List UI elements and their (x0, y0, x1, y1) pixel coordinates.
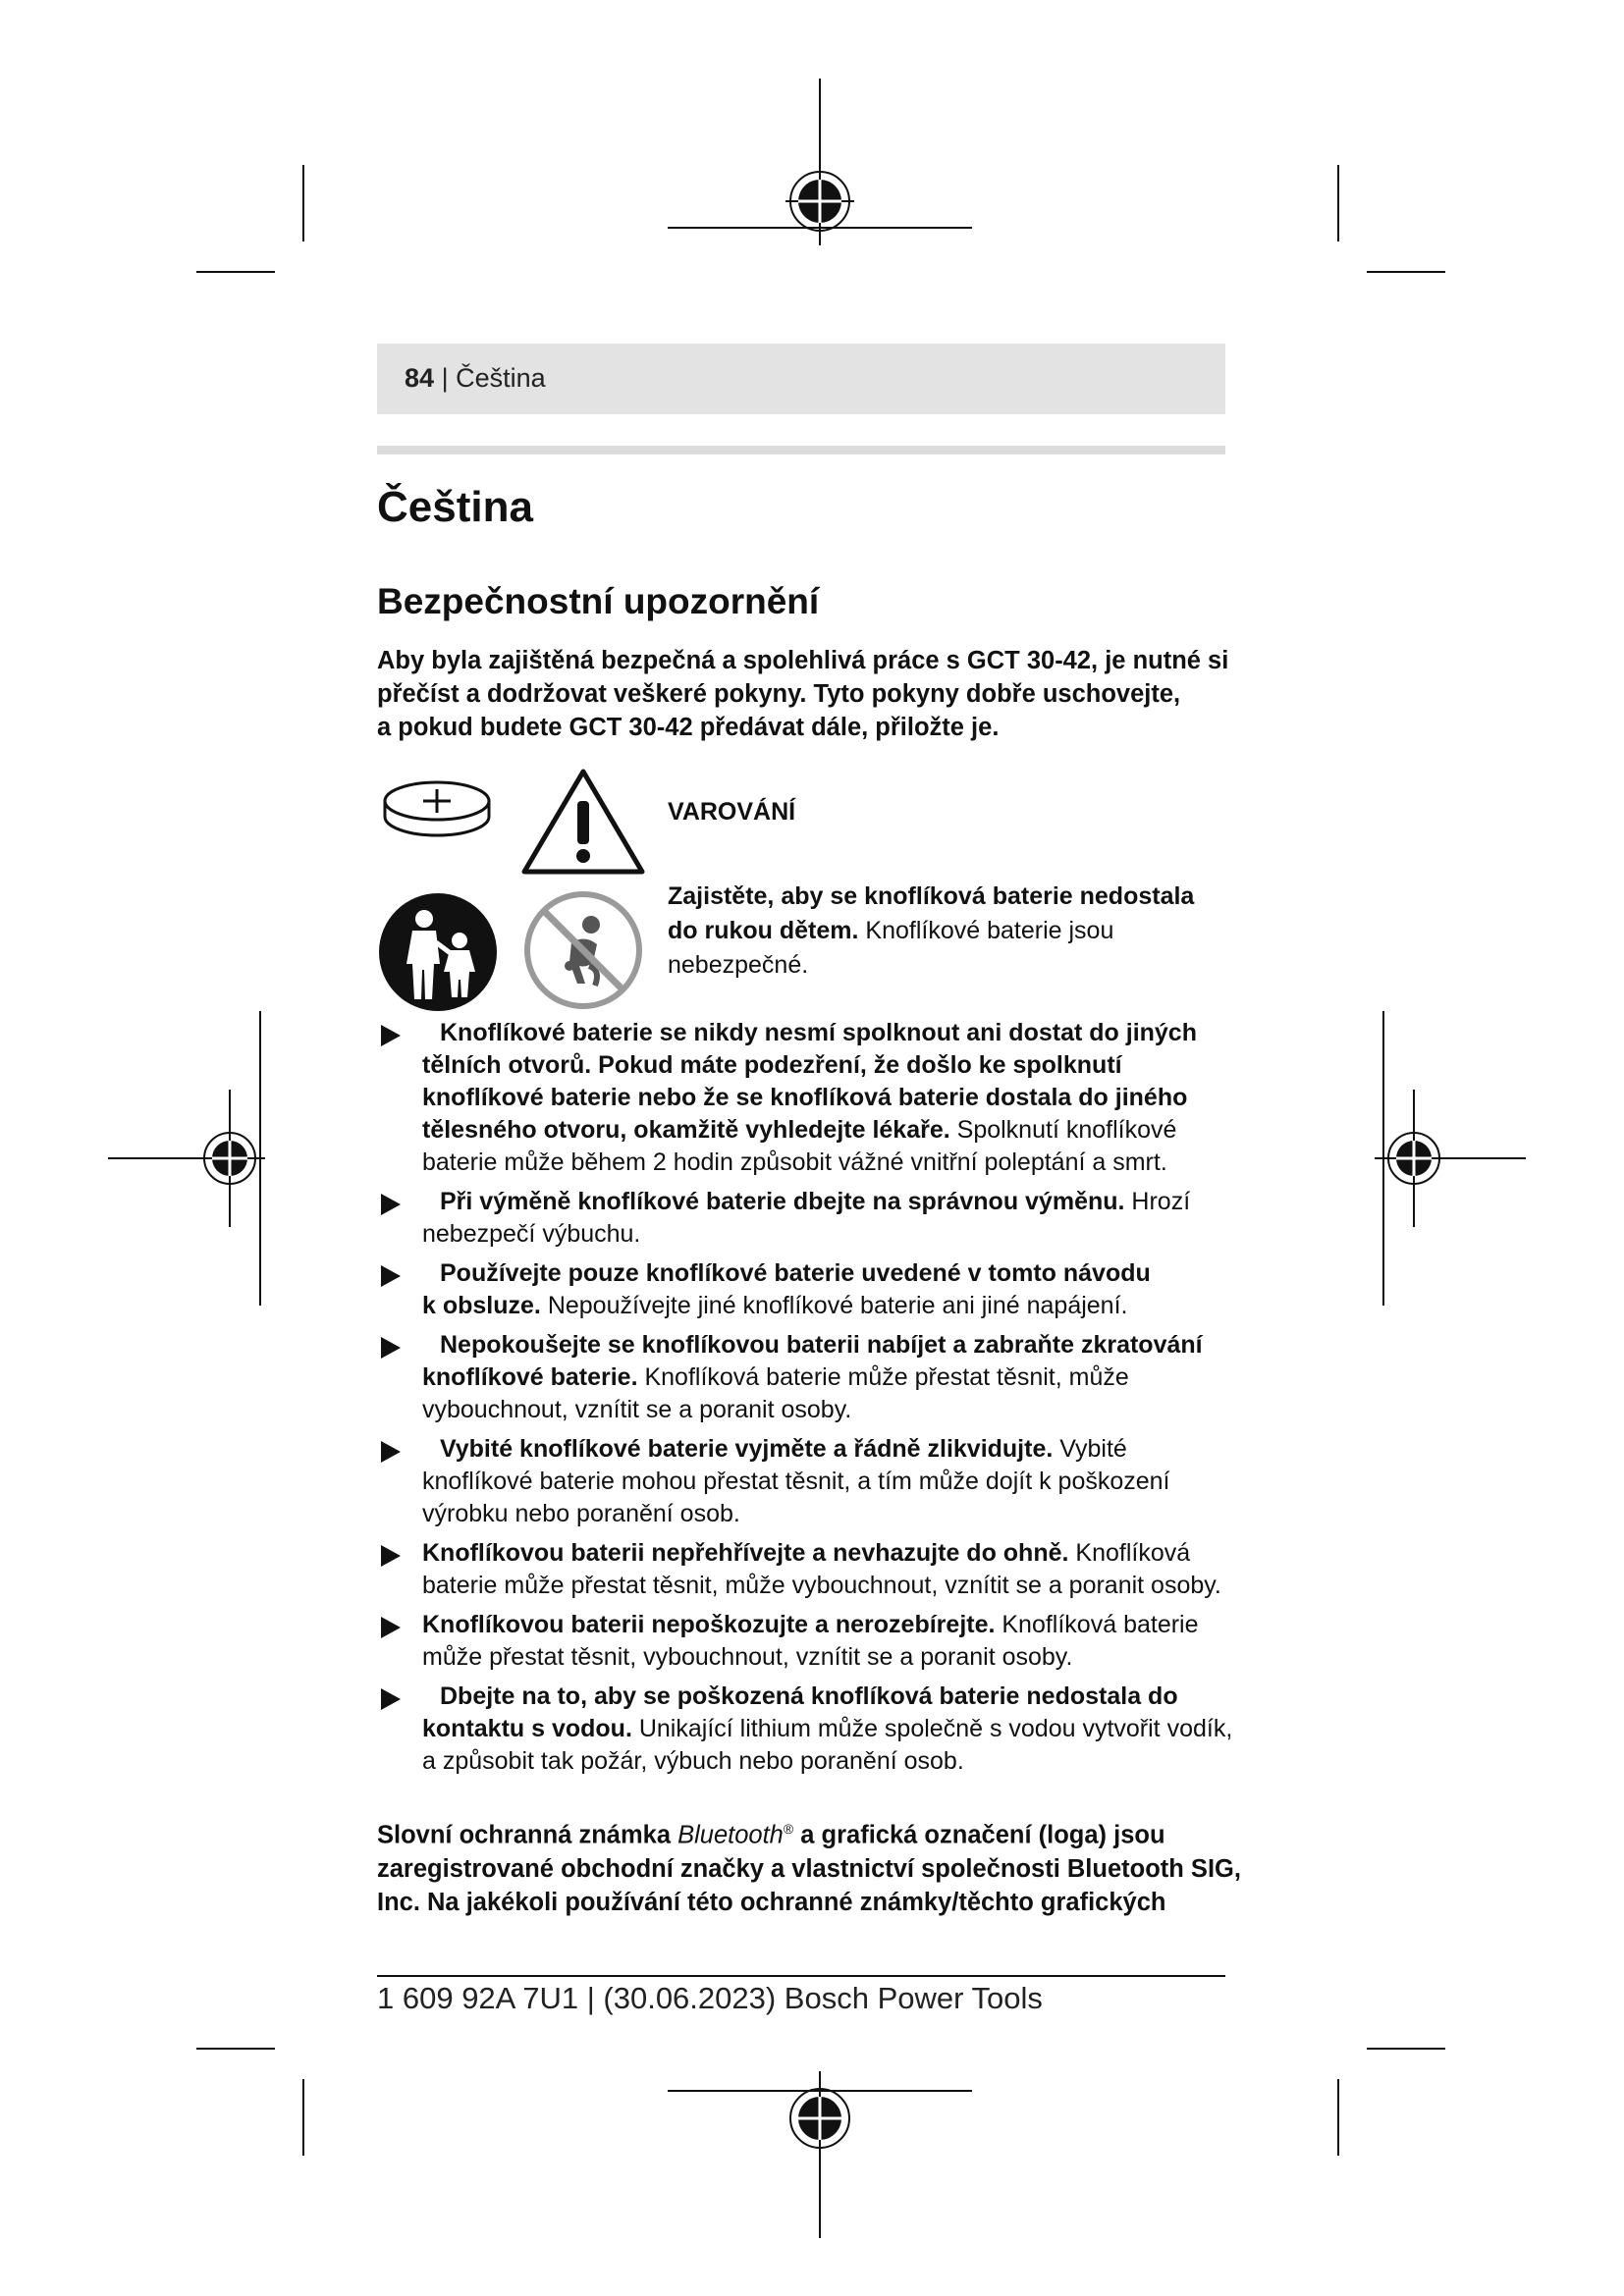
page-header (377, 344, 1225, 414)
item-bold-text: Vybité knoflíkové baterie vyjměte a řádně zlikvidujte. (440, 1435, 1054, 1463)
item-bold-text: knoflíkové baterie. (422, 1363, 638, 1391)
intro-paragraph (377, 644, 1241, 744)
item-text: Hrozí (1124, 1188, 1191, 1215)
warning-bold-line: do rukou dětem. (668, 917, 859, 944)
crop-mark (1337, 165, 1339, 241)
intro-line: Aby byla zajištěná bezpečná a spolehlivá práce s GCT 30-42, je nutné si (377, 647, 1229, 674)
item-bold-text: Knoflíkové baterie se nikdy nesmí spolknout ani dostat do jiných (440, 1019, 1197, 1046)
intro-line: přečíst a dodržovat veškeré pokyny. Tyto pokyny dobře uschovejte, (377, 680, 1181, 708)
warning-bold-line: Zajistěte, aby se knoflíková baterie nedostala (668, 882, 1195, 910)
page-number: 84 (405, 363, 435, 393)
item-bold-text: tělesného otvoru, okamžitě vyhledejte lékaře. (422, 1116, 950, 1144)
header-separator: | (441, 363, 449, 393)
triangle-bullet-icon (381, 1688, 401, 1710)
trademark-paragraph (377, 1812, 1261, 1919)
warning-normal-text: Knoflíkové baterie jsou (858, 917, 1114, 944)
crop-mark (196, 2048, 275, 2050)
item-text: a způsobit tak požár, výbuch nebo poranění osob. (422, 1747, 964, 1775)
item-text: Unikající lithium může společně s vodou vytvořit vodík, (631, 1715, 1233, 1742)
registration-mark-bottom (668, 2061, 972, 2238)
footer-text: 1 609 92A 7U1 | (30.06.2023) Bosch Power Tools (377, 1981, 1043, 2015)
item-text: knoflíkové baterie mohou přestat těsnit, a tím může dojít k poškození (422, 1468, 1170, 1495)
crop-mark (196, 271, 275, 273)
list-item (377, 1257, 1241, 1322)
footer-rule (377, 1975, 1225, 1977)
crop-mark (1367, 2048, 1445, 2050)
item-text: může přestat těsnit, vybouchnout, vznítit se a poranit osoby. (422, 1643, 1073, 1671)
crop-mark (1337, 2079, 1339, 2156)
registration-mark-left (108, 1090, 265, 1227)
list-item (377, 1017, 1241, 1179)
registered-mark: ® (783, 1821, 794, 1837)
header-language: Čeština (456, 363, 546, 393)
item-bold-text: tělních otvorů. Pokud máte podezření, že došlo ke spolknutí (422, 1051, 1122, 1079)
list-item (377, 1537, 1241, 1602)
item-text: výrobku nebo poranění osob. (422, 1500, 740, 1527)
list-item (377, 1681, 1241, 1778)
triangle-bullet-icon (381, 1617, 401, 1638)
item-bold-text: k obsluze. (422, 1292, 541, 1319)
crop-mark (302, 2079, 304, 2156)
header-text (405, 363, 546, 394)
trademark-text: Inc. Na jakékoli používání této ochranné známky/těchto grafických (377, 1888, 1166, 1916)
list-item (377, 1433, 1241, 1530)
warning-text (668, 880, 1218, 983)
item-text: baterie může přestat těsnit, může vybouchnout, vznítit se a poranit osoby. (422, 1572, 1221, 1599)
triangle-bullet-icon (381, 1265, 401, 1287)
triangle-bullet-icon (381, 1545, 401, 1567)
item-text: Spolknutí knoflíkové (949, 1116, 1177, 1144)
warning-normal-text: nebezpečné. (668, 951, 809, 979)
item-text: nebezpečí výbuchu. (422, 1220, 641, 1248)
item-text: vybouchnout, vznítit se a poranit osoby. (422, 1396, 852, 1423)
list-item (377, 1329, 1241, 1426)
item-bold-text: Při výměně knoflíkové baterie dbejte na správnou výměnu. (440, 1188, 1125, 1215)
triangle-bullet-icon (381, 1337, 401, 1359)
section-title: Bezpečnostní upozornění (377, 581, 820, 621)
trademark-text: a grafická označení (loga) jsou (793, 1821, 1165, 1849)
triangle-bullet-icon (381, 1441, 401, 1463)
item-bold-text: Dbejte na to, aby se poškozená knoflíková baterie nedostala do (440, 1682, 1178, 1710)
item-bold-text: kontaktu s vodou. (422, 1715, 632, 1742)
safety-instructions-list (377, 1017, 1241, 1785)
item-text: baterie může během 2 hodin způsobit vážné vnitřní poleptání a smrt. (422, 1148, 1167, 1176)
item-bold-text: Knoflíkovou baterii nepřehřívejte a nevhazujte do ohně. (422, 1539, 1069, 1567)
page-title: Čeština (377, 483, 533, 531)
item-bold-text: Nepokoušejte se knoflíkovou baterii nabíjet a zabraňte zkratování (440, 1331, 1203, 1359)
item-text: Nepoužívejte jiné knoflíkové baterie ani jiné napájení. (540, 1292, 1128, 1319)
item-text: Knoflíková baterie může přestat těsnit, může (637, 1363, 1129, 1391)
crop-mark (302, 165, 304, 241)
list-item (377, 1609, 1241, 1674)
trademark-text: Slovní ochranná známka (377, 1821, 678, 1849)
registration-mark-top (668, 79, 972, 255)
item-bold-text: Používejte pouze knoflíkové baterie uvedené v tomto návodu (440, 1259, 1151, 1287)
trademark-text: zaregistrované obchodní značky a vlastnictví společnosti Bluetooth SIG, (377, 1854, 1241, 1883)
warning-label: VAROVÁNÍ (668, 798, 796, 826)
header-rule (377, 446, 1225, 454)
registration-mark-right (1375, 1090, 1526, 1227)
list-item (377, 1186, 1241, 1251)
item-text: Knoflíková baterie (995, 1611, 1199, 1638)
triangle-bullet-icon (381, 1194, 401, 1215)
item-bold-text: Knoflíkovou baterii nepoškozujte a nerozebírejte. (422, 1611, 996, 1638)
do-not-swallow-icon (520, 887, 646, 1013)
item-text: Vybité (1053, 1435, 1127, 1463)
button-battery-icon (381, 777, 493, 840)
keep-away-from-children-icon (377, 891, 499, 1013)
triangle-bullet-icon (381, 1025, 401, 1046)
crop-mark (1367, 271, 1445, 273)
trademark-brand: Bluetooth (677, 1821, 784, 1849)
item-bold-text: knoflíkové baterie nebo že se knoflíková baterie dostala do jiného (422, 1084, 1188, 1111)
warning-triangle-icon (520, 768, 646, 876)
intro-line: a pokud budete GCT 30-42 předávat dále, přiložte je. (377, 714, 1000, 741)
item-text: Knoflíková (1068, 1539, 1191, 1567)
